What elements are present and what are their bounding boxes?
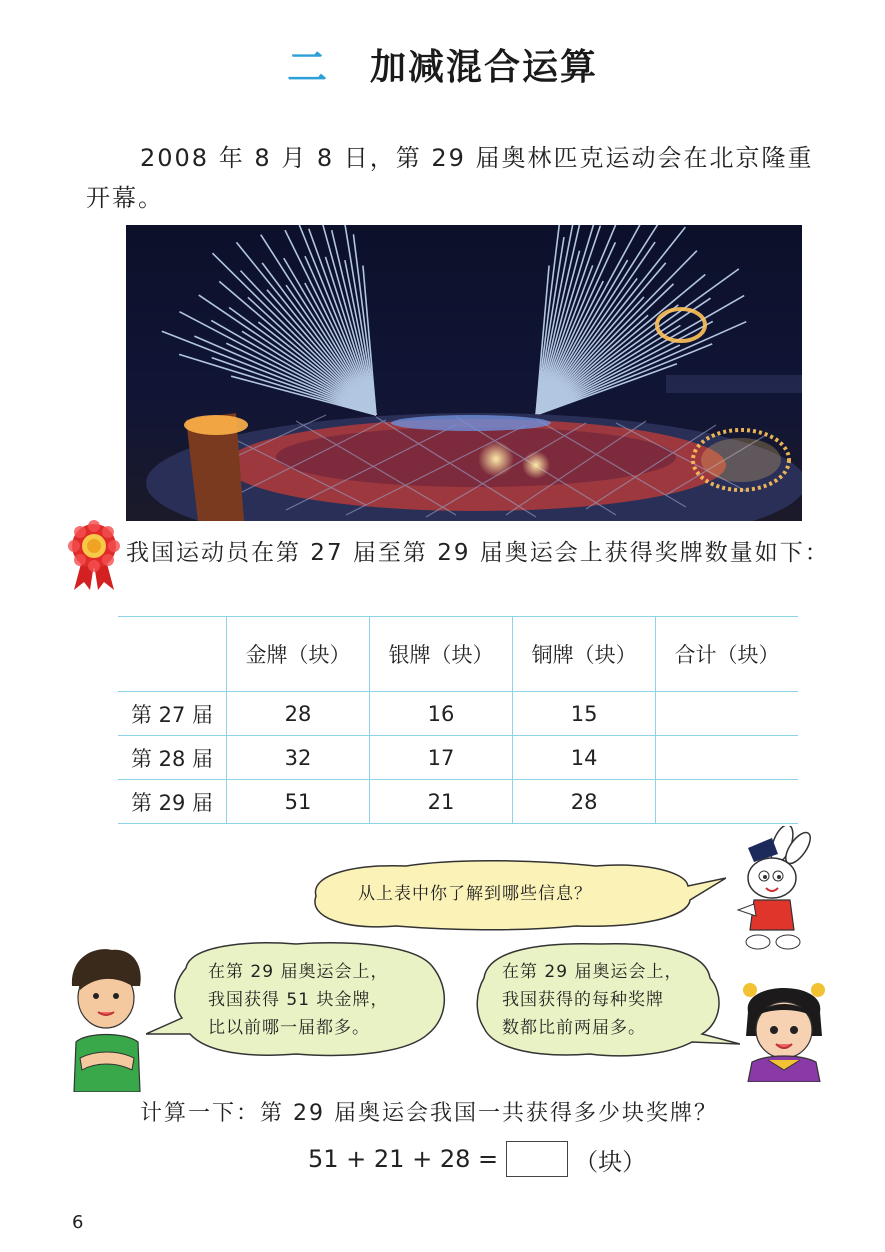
answer-box[interactable]: [506, 1141, 568, 1177]
boy-speech-text: [208, 958, 438, 1042]
table-row: [118, 736, 798, 780]
boy-speech-line: 在第 29 届奥运会上，: [208, 962, 389, 982]
row-label: 第 28 届: [118, 736, 227, 780]
equation-expression: 51 + 21 + 28 =: [308, 1145, 499, 1173]
silver-cell: 21: [370, 780, 513, 824]
medal-rosette-icon: [68, 520, 120, 592]
question-text: 计算一下：第 29 届奥运会我国一共获得多少块奖牌？: [140, 1101, 718, 1126]
gold-cell: 32: [227, 736, 370, 780]
girl-character: [738, 976, 830, 1082]
equation-unit: （块）: [574, 1147, 647, 1176]
silver-cell: 16: [370, 692, 513, 736]
equation: [308, 1141, 646, 1177]
boy-speech-line: 我国获得 51 块金牌，: [208, 990, 389, 1010]
header-silver: 银牌（块）: [370, 617, 513, 692]
silver-cell: 17: [370, 736, 513, 780]
rabbit-speech-text: 从上表中你了解到哪些信息？: [358, 884, 592, 904]
girl-speech-line: 我国获得的每种奖牌: [502, 990, 664, 1010]
rabbit-character: [728, 826, 812, 954]
girl-speech-text: [502, 958, 722, 1042]
header-gold: 金牌（块）: [227, 617, 370, 692]
title-text: 加减混合运算: [370, 47, 599, 88]
medals-table: [118, 616, 798, 824]
girl-speech-line: 数都比前两届多。: [502, 1018, 646, 1038]
lesson-title: [0, 36, 885, 93]
total-cell: [656, 780, 798, 824]
header-empty: [118, 617, 227, 692]
table-header-row: [118, 617, 798, 692]
page-number: 6: [72, 1212, 84, 1233]
rabbit-speech-bubble: [296, 856, 726, 934]
table-row: [118, 780, 798, 824]
total-cell: [656, 736, 798, 780]
girl-speech-bubble: [470, 938, 740, 1060]
bronze-cell: 14: [513, 736, 656, 780]
boy-character: [66, 946, 148, 1092]
girl-speech-line: 在第 29 届奥运会上，: [502, 962, 683, 982]
total-cell: [656, 692, 798, 736]
olympic-opening-photo: [126, 225, 802, 521]
table-intro-text: 我国运动员在第 27 届至第 29 届奥运会上获得奖牌数量如下：: [126, 540, 830, 566]
bronze-cell: 15: [513, 692, 656, 736]
header-total: 合计（块）: [656, 617, 798, 692]
title-number: 二: [286, 45, 331, 91]
boy-speech-bubble: [146, 938, 452, 1060]
gold-cell: 28: [227, 692, 370, 736]
table-row: [118, 692, 798, 736]
header-bronze: 铜牌（块）: [513, 617, 656, 692]
bronze-cell: 28: [513, 780, 656, 824]
intro-paragraph: 2008 年 8 月 8 日，第 29 届奥林匹克运动会在北京隆重开幕。: [86, 144, 814, 212]
row-label: 第 27 届: [118, 692, 227, 736]
gold-cell: 51: [227, 780, 370, 824]
boy-speech-line: 比以前哪一届都多。: [208, 1018, 370, 1038]
row-label: 第 29 届: [118, 780, 227, 824]
